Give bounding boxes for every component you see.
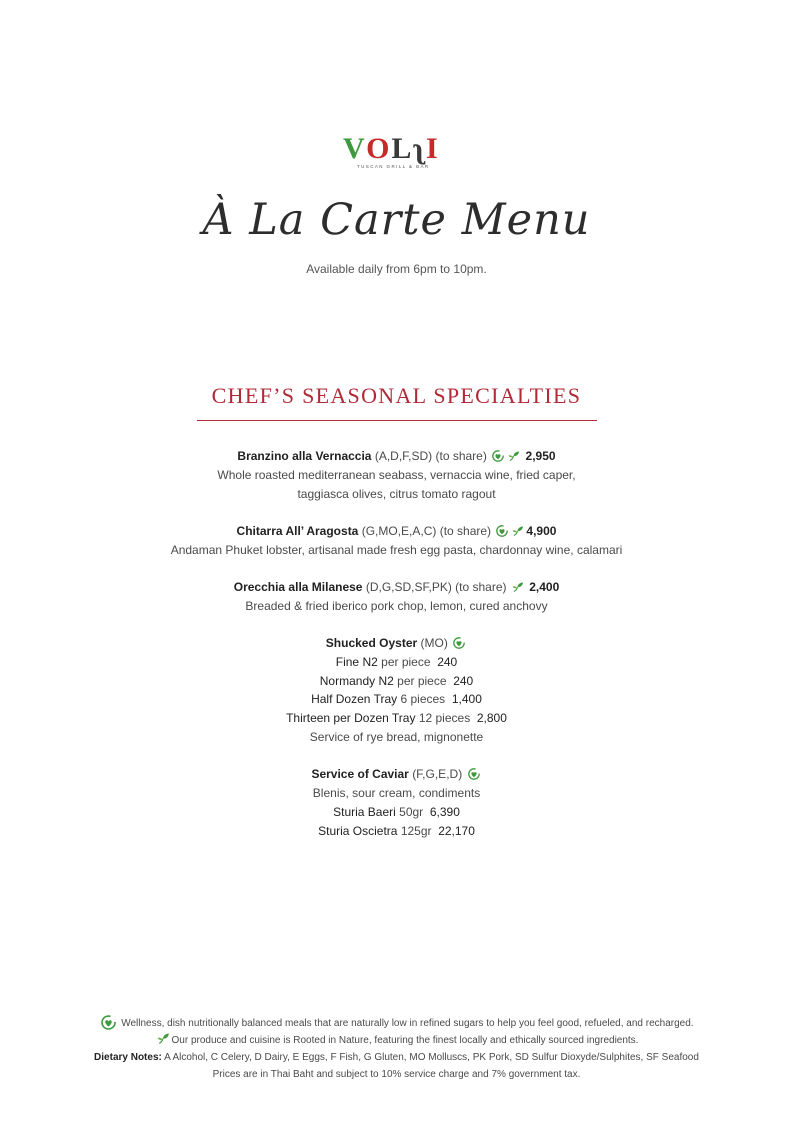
dish-description: Breaded & fried iberico pork chop, lemon, cured anchovy <box>245 599 548 613</box>
footer-dietary-notes: Dietary Notes: A Alcohol, C Celery, D Dairy, E Eggs, F Fish, G Gluten, MO Molluscs, PK Pork, SD Sulfur Dioxyde/Sulphites, SF Seafood <box>94 1052 699 1063</box>
logo-wordmark: VOLʅI <box>343 132 440 165</box>
footer-prices-note: Prices are in Thai Baht and subject to 10% service charge and 7% government tax. <box>212 1069 581 1080</box>
logo-tagline: TUSCAN GRILL & BAR <box>357 164 430 169</box>
oyster-option: Fine N2 per piece 240 <box>335 655 458 669</box>
dish-oyster-header <box>0 634 793 653</box>
dish-price: 2,400 <box>529 580 560 594</box>
wellness-icon <box>453 637 465 649</box>
logo <box>335 132 460 174</box>
oyster-option: Normandy N2 per piece 240 <box>319 674 474 688</box>
dish-allergens: (A,D,F,SD) (to share) <box>374 449 487 463</box>
rooted-in-nature-icon <box>508 450 520 462</box>
wellness-icon <box>468 768 480 780</box>
dish-description: taggiasca olives, citrus tomato ragout <box>297 487 496 501</box>
rooted-in-nature-icon <box>512 525 524 537</box>
caviar-option: Sturia Baeri 50gr 6,390 <box>333 805 460 819</box>
section-divider <box>197 420 597 421</box>
dish-description: Andaman Phuket lobster, artisanal made fresh egg pasta, chardonnay wine, calamari <box>170 543 623 557</box>
dish-orecchia-header <box>0 578 793 597</box>
rooted-in-nature-icon <box>157 1032 170 1045</box>
dish-name: Shucked Oyster <box>325 636 418 650</box>
section-title: CHEF’S SEASONAL SPECIALTIES <box>211 383 582 408</box>
dish-name: Service of Caviar <box>311 767 409 781</box>
availability-subtitle: Available daily from 6pm to 10pm. <box>306 262 487 276</box>
dish-price: 2,950 <box>525 449 556 463</box>
oyster-option: Thirteen per Dozen Tray 12 pieces 2,800 <box>286 711 507 725</box>
dish-description: Service of rye bread, mignonette <box>309 730 484 744</box>
dish-name: Orecchia alla Milanese <box>233 580 363 594</box>
dish-name: Chitarra All’ Aragosta <box>236 524 359 538</box>
dish-description: Blenis, sour cream, condiments <box>312 786 481 800</box>
dish-caviar-header <box>0 765 793 784</box>
wellness-icon <box>496 525 508 537</box>
logo-figure-icon: ʅ <box>413 132 426 165</box>
dish-chitarra-header <box>0 522 793 541</box>
wellness-icon <box>101 1015 116 1030</box>
dish-allergens: (F,G,E,D) <box>412 767 463 781</box>
rooted-in-nature-icon <box>512 581 524 593</box>
dish-branzino-header <box>0 447 793 466</box>
dish-name: Branzino alla Vernaccia <box>237 449 372 463</box>
menu-title: À La Carte Menu <box>202 195 591 245</box>
dish-allergens: (G,MO,E,A,C) (to share) <box>361 524 492 538</box>
caviar-option: Sturia Oscietra 125gr 22,170 <box>318 824 475 838</box>
dish-price: 4,900 <box>526 524 557 538</box>
footer-wellness-note: Wellness, dish nutritionally balanced meals that are naturally low in refined sugars to help you feel good, refueled, and recharged. <box>0 1015 793 1032</box>
footer-nature-note: Our produce and cuisine is Rooted in Nature, featuring the finest locally and ethically sourced ingredients. <box>0 1032 793 1049</box>
dish-description: Whole roasted mediterranean seabass, vernaccia wine, fried caper, <box>217 468 576 482</box>
oyster-option: Half Dozen Tray 6 pieces 1,400 <box>311 692 482 706</box>
dish-allergens: (D,G,SD,SF,PK) (to share) <box>365 580 507 594</box>
dish-allergens: (MO) <box>420 636 448 650</box>
wellness-icon <box>492 450 504 462</box>
